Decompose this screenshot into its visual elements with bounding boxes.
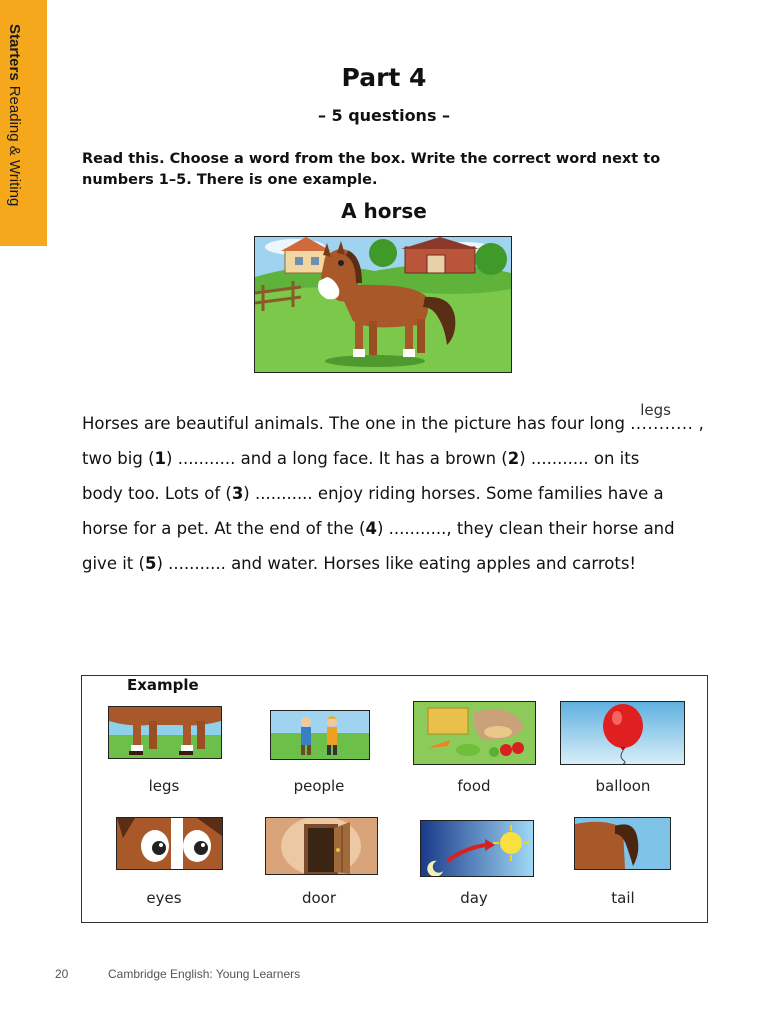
word-legs: legs — [148, 777, 180, 795]
day-picture — [420, 820, 534, 877]
word-balloon: balloon — [595, 777, 651, 795]
word-food: food — [457, 777, 491, 795]
word-door: door — [301, 889, 337, 907]
story-passage — [82, 401, 722, 583]
word-box — [81, 675, 708, 923]
balloon-picture — [560, 701, 685, 765]
page-subtitle: – 5 questions – — [317, 106, 451, 125]
question-number-3: 3 — [231, 484, 244, 503]
legs-picture — [108, 706, 222, 759]
passage-line-1: Horses are beautiful animals. The one in the picture has four long ........... legs , — [82, 408, 722, 443]
side-tab-label: StartersReading & Writing — [6, 24, 23, 207]
word-day: day — [460, 889, 488, 907]
tail-picture — [574, 817, 671, 870]
passage-line-4: horse for a pet. At the end of the (4) ..........., they clean their horse and — [82, 519, 675, 538]
example-answer: legs — [640, 401, 671, 419]
door-picture — [265, 817, 378, 875]
eyes-picture — [116, 817, 223, 870]
instructions: Read this. Choose a word from the box. Write the correct word next to numbers 1–5. There is one example. — [82, 151, 661, 188]
food-picture — [413, 701, 536, 765]
word-eyes: eyes — [146, 889, 182, 907]
people-picture — [270, 710, 370, 760]
passage-line-2: two big (1) ........... and a long face. It has a brown (2) ........... on its — [82, 449, 640, 468]
word-tail: tail — [611, 889, 635, 907]
page-title: Part 4 — [341, 63, 427, 92]
question-number-2: 2 — [507, 449, 520, 468]
question-number-4: 4 — [365, 519, 377, 538]
horse-farm-illustration — [254, 236, 512, 373]
passage-line-5: give it (5) ........... and water. Horses like eating apples and carrots! — [82, 554, 637, 573]
example-label: Example — [127, 676, 199, 694]
question-number-1: 1 — [154, 449, 167, 468]
page-number: 20 — [55, 967, 69, 981]
story-title: A horse — [341, 199, 427, 223]
example-blank: ........... legs — [630, 408, 693, 440]
question-number-5: 5 — [144, 554, 157, 573]
passage-line-3: body too. Lots of (3) ........... enjoy riding horses. Some families have a — [82, 484, 664, 503]
footer-text: Cambridge English: Young Learners — [108, 967, 301, 981]
word-people: people — [293, 777, 345, 795]
